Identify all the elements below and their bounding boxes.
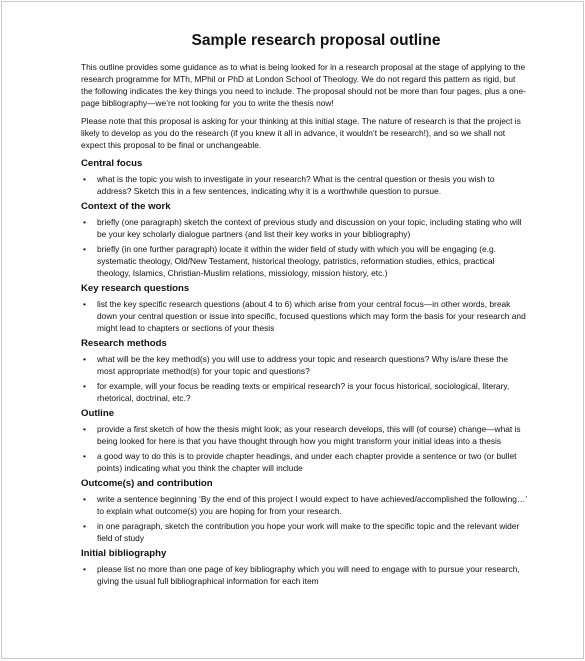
section-list-key-questions bbox=[81, 298, 527, 334]
list-item-text: in one paragraph, sketch the contribution you hope your work will make to the specific topic and the relevant wider field of study bbox=[97, 521, 520, 543]
bullet-icon: • bbox=[83, 244, 86, 254]
list-item bbox=[81, 173, 527, 197]
section-list-outline bbox=[81, 423, 527, 474]
section-heading-outcomes: Outcome(s) and contribution bbox=[81, 478, 213, 489]
section-list-central-focus bbox=[81, 173, 527, 197]
section-heading-context: Context of the work bbox=[81, 201, 171, 212]
list-item bbox=[81, 298, 527, 334]
bullet-icon: • bbox=[83, 564, 86, 574]
intro-paragraph-2: Please note that this proposal is asking for your thinking at this initial stage. The nature of research is that the project is likely to develop as you do the research (if you knew it all in advance, it wouldn’t be research!), and so we shall not expect this proposal to be final or unchangeable. bbox=[81, 116, 521, 150]
intro-paragraph-1: This outline provides some guidance as to what is being looked for in a research proposal at the stage of applying to the research programme for MTh, MPhil or PhD at London School of Theology. We do not regard this pattern as rigid, but the following indicates the key things you need to include. The proposal should not be more than four pages, plus a one-page bibliography—we’re not looking for you to write the thesis now! bbox=[81, 62, 526, 108]
bullet-icon: • bbox=[83, 381, 86, 391]
list-item-text: write a sentence beginning ‘By the end of this project I would expect to have achieved/accomplished the following…’ to explain what outcome(s) you are hoping for from your research. bbox=[97, 494, 527, 516]
document-content bbox=[81, 32, 527, 590]
list-item-text: a good way to do this is to provide chapter headings, and under each chapter provide a sentence or two (or bullet points) indicating what you think the chapter will include bbox=[97, 451, 517, 473]
list-item-text: list the key specific research questions (about 4 to 6) which arise from your central focus—in other words, break down your central question or issue into specific, focused questions which may form the basis for your research and might lead to chapters or sections of your thesis bbox=[97, 299, 526, 333]
list-item-text: please list no more than one page of key bibliography which you will need to engage with to pursue your research, giving the usual full bibliographical information for each item bbox=[97, 564, 520, 586]
bullet-icon: • bbox=[83, 521, 86, 531]
section-heading-outline: Outline bbox=[81, 408, 115, 419]
list-item bbox=[81, 493, 527, 517]
list-item-text: briefly (one paragraph) sketch the context of previous study and discussion on your topic, including stating who will be your key scholarly dialogue partners (and list their key works in your bibliography) bbox=[97, 217, 522, 239]
list-item bbox=[81, 353, 527, 377]
bullet-icon: • bbox=[83, 217, 86, 227]
bullet-icon: • bbox=[83, 424, 86, 434]
section-heading-methods: Research methods bbox=[81, 338, 167, 349]
list-item-text: provide a first sketch of how the thesis might look; as your research develops, this will (of course) change—what is being looked for here is that you have thought through how you might transform your initial ideas into a thesis bbox=[97, 424, 521, 446]
section-heading-central-focus: Central focus bbox=[81, 158, 143, 169]
section-list-methods bbox=[81, 353, 527, 404]
list-item bbox=[81, 450, 527, 474]
list-item bbox=[81, 520, 527, 544]
list-item bbox=[81, 423, 527, 447]
list-item-text: briefly (in one further paragraph) locate it within the wider field of study with which you will be engaging (e.g. systematic theology, Old/New Testament, historical theology, patristics, reformation studies, ethics, practical theology, Islamics, Christian-Muslim relations, missiology, mission history, etc.) bbox=[97, 244, 496, 278]
list-item bbox=[81, 243, 527, 279]
bullet-icon: • bbox=[83, 174, 86, 184]
list-item bbox=[81, 563, 527, 587]
document-page bbox=[1, 1, 584, 659]
list-item bbox=[81, 380, 527, 404]
section-list-bibliography bbox=[81, 563, 527, 587]
section-heading-bibliography: Initial bibliography bbox=[81, 548, 167, 559]
list-item-text: for example, will your focus be reading texts or empirical research? is your focus historical, sociological, literary, rhetorical, doctrinal, etc.? bbox=[97, 381, 510, 403]
bullet-icon: • bbox=[83, 451, 86, 461]
list-item-text: what is the topic you wish to investigate in your research? What is the central question or thesis you wish to address? Sketch this in a few sentences, indicating why it is a worthwhile question to pursue. bbox=[97, 174, 495, 196]
section-heading-key-questions: Key research questions bbox=[81, 283, 190, 294]
list-item-text: what will be the key method(s) you will use to address your topic and research questions? Why is/are these the most appropriate method(s) for your topic and questions? bbox=[97, 354, 509, 376]
bullet-icon: • bbox=[83, 299, 86, 309]
section-list-context bbox=[81, 216, 527, 279]
list-item bbox=[81, 216, 527, 240]
bullet-icon: • bbox=[83, 354, 86, 364]
bullet-icon: • bbox=[83, 494, 86, 504]
page-title: Sample research proposal outline bbox=[191, 32, 441, 49]
section-list-outcomes bbox=[81, 493, 527, 544]
